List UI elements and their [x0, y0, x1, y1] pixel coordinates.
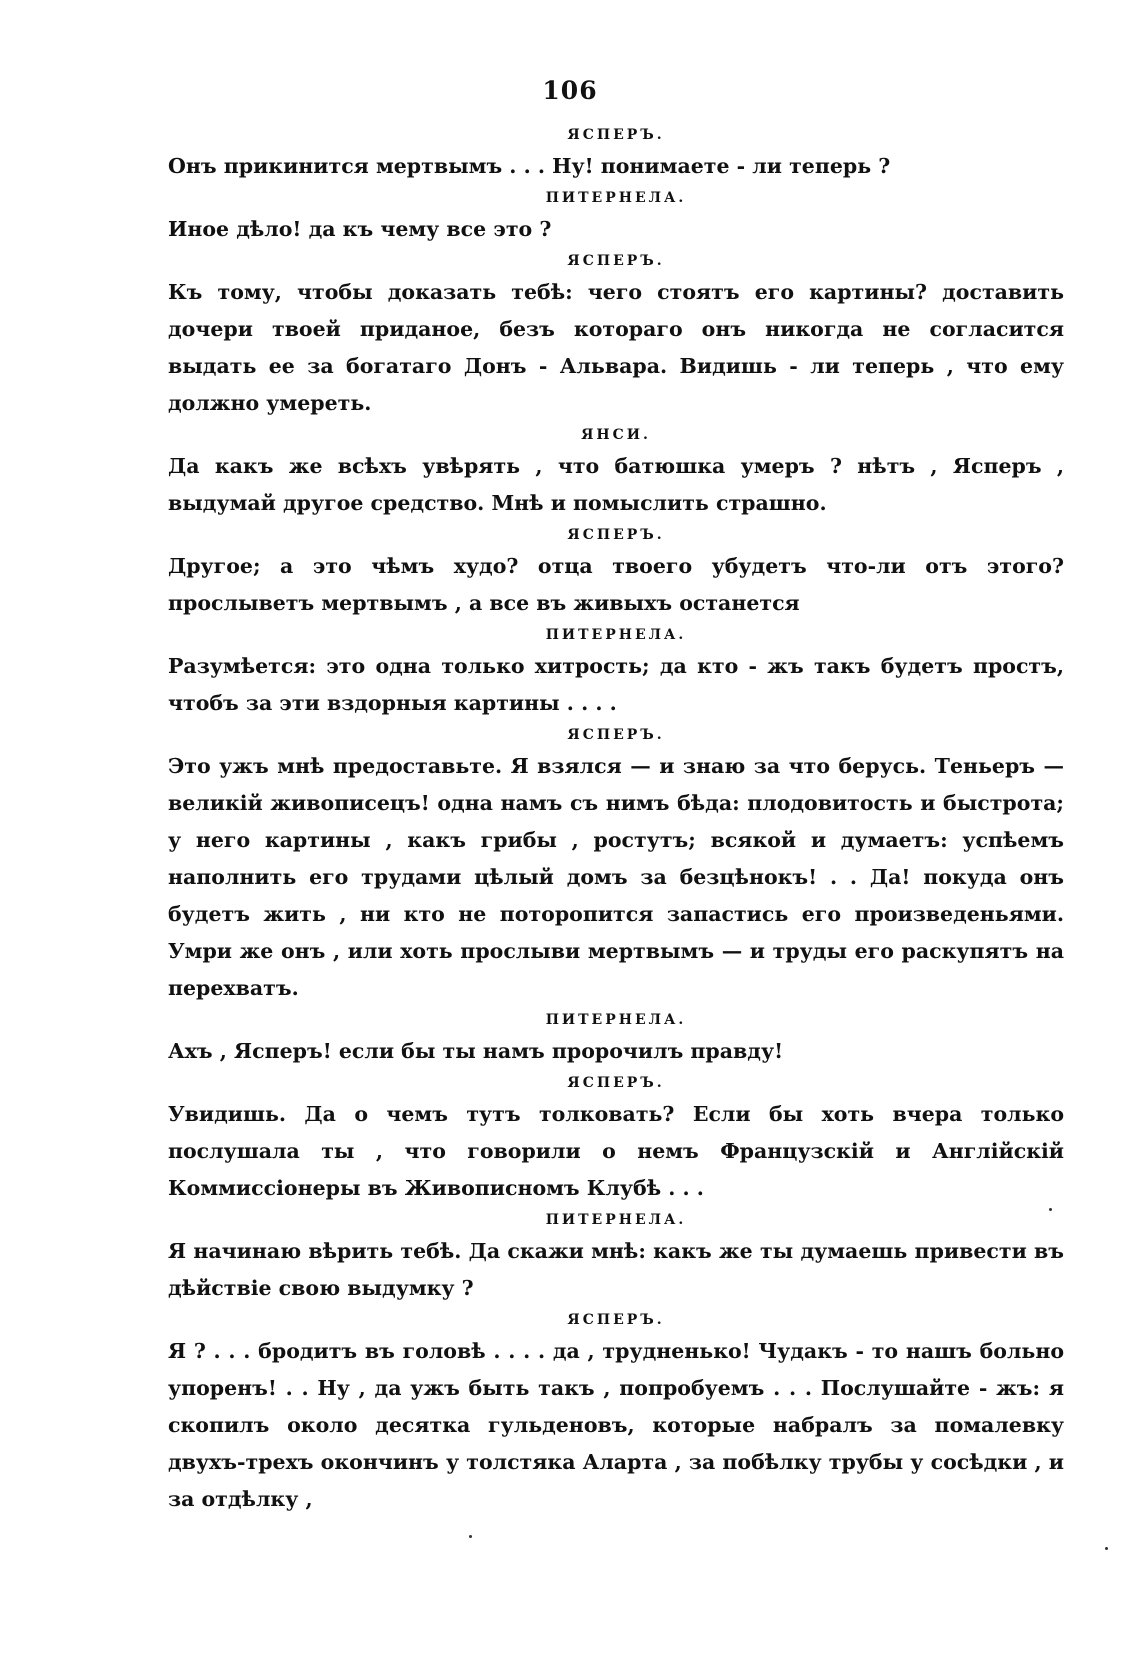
speaker-name: ПИТЕРНЕЛА.	[545, 1012, 687, 1028]
speech-text: Ахъ , Ясперъ! если бы ты намъ пророчилъ правду!	[168, 1039, 784, 1063]
speech-text: Другое; а это чѣмъ худо? отца твоего убудетъ что-ли отъ этого? прослыветъ мертвымъ , а все въ живыхъ останется	[168, 554, 1064, 615]
dialogue-block	[168, 1070, 1064, 1207]
speaker-name: ПИТЕРНЕЛА.	[545, 1212, 687, 1228]
speaker-name: ПИТЕРНЕЛА.	[545, 190, 687, 206]
speaker-name: ЯСПЕРЪ.	[567, 127, 665, 143]
dialogue-block	[168, 1307, 1064, 1518]
dialogue-block	[168, 1207, 1064, 1307]
dialogue-block	[168, 622, 1064, 722]
speech-text: Къ тому, чтобы доказать тебѣ: чего стоятъ его картины? доставить дочери твоей приданое, безъ котораго онъ никогда не согласится выдать ее за богатаго Донъ - Альвара. Видишь - ли теперь , что ему должно умереть.	[168, 280, 1064, 415]
dialogue-block	[168, 122, 1064, 185]
speech-text: Я начинаю вѣрить тебѣ. Да скажи мнѣ: какъ же ты думаешь привести въ дѣйствіе свою выдумку ?	[168, 1239, 1064, 1300]
speaker-name: ЯСПЕРЪ.	[567, 727, 665, 743]
dialogue-block	[168, 1007, 1064, 1070]
speech-text: Онъ прикинится мертвымъ . . . Ну! понимаете - ли теперь ?	[168, 154, 891, 178]
speech-text: Да какъ же всѣхъ увѣрять , что батюшка умеръ ? нѣтъ , Ясперъ , выдумай другое средство. Мнѣ и помыслить страшно.	[168, 454, 1064, 515]
speech-text: Я ? . . . бродитъ въ головѣ . . . . да , трудненько! Чудакъ - то нашъ больно упоренъ! . . Ну , да ужъ быть такъ , попробуемъ . . . Послушайте - жъ: я скопилъ около десятка гульденовъ, которые набралъ за помалевку двухъ-трехъ окончинъ у толстяка Аларта , за побѣлку трубы у сосѣдки , и за отдѣлку ,	[168, 1339, 1064, 1511]
speaker-name: ЯСПЕРЪ.	[567, 1312, 665, 1328]
page-number: 106	[542, 76, 598, 105]
dialogue-block	[168, 185, 1064, 248]
speech-text: Разумѣется: это одна только хитрость; да кто - жъ такъ будетъ простъ, чтобъ за эти вздорныя картины . . . .	[168, 654, 1064, 715]
dialogue-block	[168, 248, 1064, 422]
speaker-name: ЯНСИ.	[581, 427, 651, 443]
speaker-name: ПИТЕРНЕЛА.	[545, 627, 687, 643]
speech-text: Это ужъ мнѣ предоставьте. Я взялся — и знаю за что берусь. Теньеръ — великій живописецъ! одна намъ съ нимъ бѣда: плодовитость и быстрота; у него картины , какъ грибы , ростутъ; всякой и думаетъ: успѣемъ наполнить его трудами цѣлый домъ за безцѣнокъ! . . Да! покуда онъ будетъ жить , ни кто не поторопится запастись его произведеньями. Умри же онъ , или хоть прослыви мертвымъ — и труды его раскупятъ на перехватъ.	[168, 754, 1064, 1000]
dialogue-block	[168, 422, 1064, 522]
speech-text: Увидишь. Да о чемъ тутъ толковать? Если бы хоть вчера только послушала ты , что говорили о немъ Французскій и Англійскій Коммиссіонеры въ Живописномъ Клубѣ . . .	[168, 1102, 1064, 1200]
speech-text: Иное дѣло! да къ чему все это ?	[168, 217, 552, 241]
ink-speck	[1105, 1547, 1108, 1550]
dialogue-block	[168, 522, 1064, 622]
ink-speck	[1049, 1208, 1052, 1211]
dialogue-block	[168, 722, 1064, 1007]
play-text	[168, 122, 1064, 1518]
speaker-name: ЯСПЕРЪ.	[567, 253, 665, 269]
speaker-name: ЯСПЕРЪ.	[567, 1075, 665, 1091]
ink-speck	[469, 1535, 472, 1538]
speaker-name: ЯСПЕРЪ.	[567, 527, 665, 543]
